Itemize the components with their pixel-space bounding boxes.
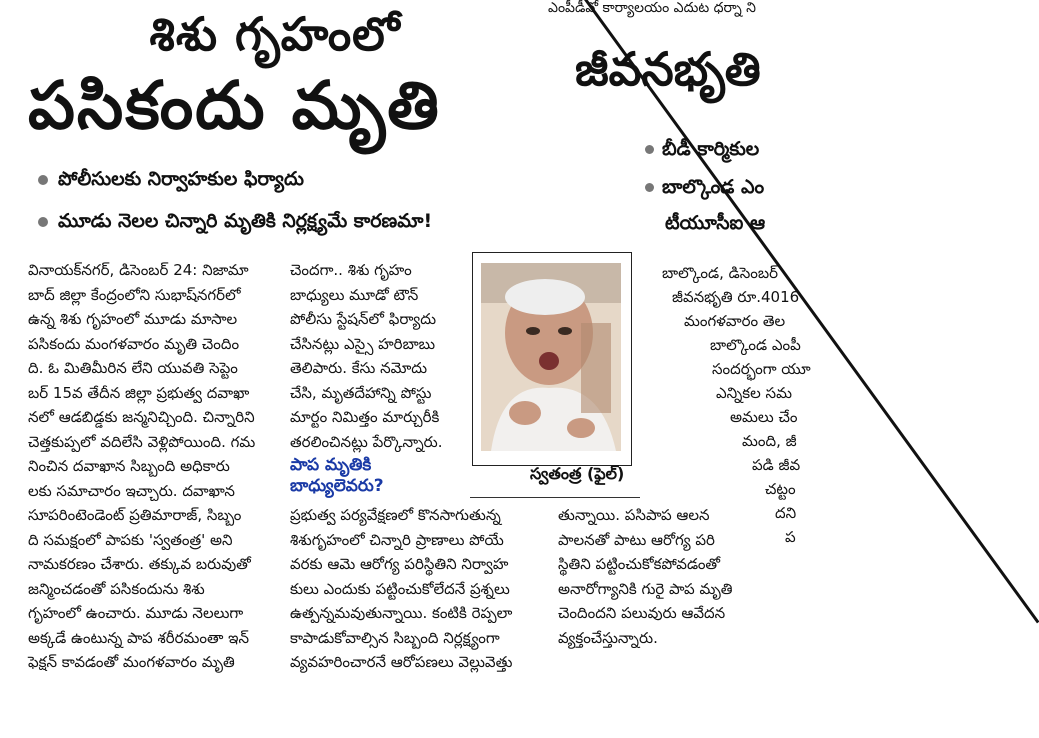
article-column-4 (558, 503, 768, 650)
body-line: చెందిందని పలువురు ఆవేదన (558, 604, 726, 622)
right-article-bullet: టీయూసీఐ ఆ (665, 212, 766, 234)
right-article-line: అమలు చేం (730, 408, 798, 426)
right-article-line: బాల్కొండ, డిసెంబర్ (662, 264, 779, 282)
body-line: వినాయక్‌నగర్, డిసెంబర్ 24: నిజామా (28, 261, 249, 279)
body-line: లకు సమాచారం ఇచ్చారు. దవాఖాన (28, 481, 235, 500)
right-article-line: పడి జీవ (752, 456, 801, 474)
body-line: కులు ఎందుకు పట్టించుకోలేదనే ప్రశ్నలు (290, 579, 510, 598)
body-line: చేసి, మృతదేహాన్ని పోస్టు (290, 383, 432, 402)
right-article-headline: జీవనభృతి (575, 42, 761, 96)
body-line: చెత్తకుప్పలో వదిలేసి వెళ్లిపోయింది. గమ (28, 432, 256, 451)
body-line: తరలించినట్లు పేర్కొన్నారు. (290, 432, 443, 451)
body-line: చెందగా.. శిశు గృహం (290, 261, 412, 279)
body-line: తెలిపారు. కేసు నమోదు (290, 359, 428, 377)
body-line: అనారోగ్యానికి గురై పాప మృతి (558, 579, 733, 598)
right-article-bullet: బీడీ కార్మికుల (645, 138, 759, 165)
body-line: వ్యవహరించారనే ఆరోపణలు వెల్లువెత్తు (290, 653, 513, 671)
right-article-line: మంగళవారం తెల (684, 312, 786, 330)
baby-photo (481, 263, 621, 451)
right-article-line: ప (785, 528, 796, 546)
body-line: కాపాడుకోవాల్సిన సిబ్బంది నిర్లక్ష్యంగా (290, 628, 500, 647)
body-line: ది. ఓ మితిమీరిన లేని యువతి సెప్టెం (28, 359, 238, 377)
body-line: ఉత్పన్నమవుతున్నాయి. కంటికి రెప్పలా (290, 604, 513, 622)
body-line: నలో ఆడబిడ్డకు జన్మనిచ్చింది. చిన్నారిని (28, 408, 255, 426)
body-line: బర్ 15వ తేదీన జిల్లా ప్రభుత్వ దవాఖా (28, 383, 250, 402)
body-line: పోలీసు స్టేషన్‌లో ఫిర్యాదు (290, 310, 437, 328)
body-line: తున్నాయి. పసిపాప ఆలన (558, 506, 710, 524)
body-line: పాలనతో పాటు ఆరోగ్య పరి (558, 530, 715, 549)
article-headline: పసికందు మృతి (28, 67, 441, 144)
body-line: బాద్ జిల్లా కేంద్రంలోని సుభాష్‌నగర్‌లో (28, 285, 241, 304)
body-line: ఫెక్షన్ కావడంతో మంగళవారం మృతి (28, 653, 235, 671)
bullet-dot-icon (38, 175, 48, 185)
body-line: మార్టం నిమిత్తం మార్చురీకి (290, 408, 440, 426)
right-article-line: సందర్భంగా యూ (712, 360, 811, 378)
bullet-dot-icon (645, 145, 654, 154)
baby-photo-frame (472, 252, 632, 466)
body-line: బాధ్యులు మూడో టౌన్ (290, 285, 419, 304)
right-article-line: దని (775, 504, 797, 522)
article-column-3 (290, 503, 542, 675)
body-line: పసికందు మంగళవారం మృతి చెందిం (28, 334, 240, 353)
body-line: ప్రభుత్వ పర్యవేక్షణలో కొనసాగుతున్న (290, 506, 501, 524)
photo-caption: స్వతంత్ర (ఫైల్) (530, 464, 625, 483)
body-line: ది సమక్షంలో పాపకు 'స్వతంత్ర' అని (28, 530, 233, 549)
body-line: జన్మించడంతో పసికందును శిశు (28, 579, 205, 598)
right-article-bullet: బాల్కొండ ఎం (645, 176, 764, 203)
body-line: వ్యక్తంచేస్తున్నారు. (558, 628, 658, 647)
right-article-line: ఎన్నికల సమ (716, 384, 792, 402)
body-line: నామకరణం చేశారు. తక్కువ బరువుతో (28, 555, 251, 573)
bullet-dot-icon (38, 217, 48, 227)
article-column-1 (28, 258, 278, 675)
body-line: స్థితిని పట్టించుకోకపోవడంతో (558, 555, 721, 573)
body-line: నించిన దవాఖాన సిబ్బంది అధికారు (28, 457, 230, 475)
baby-image-icon (481, 263, 621, 451)
right-article-line: బాల్కొండ ఎంపీ (710, 336, 801, 354)
body-line: చేసినట్లు ఎస్సై హరిబాబు (290, 334, 436, 353)
right-article-line: మంది, జీ (742, 432, 797, 450)
caption-rule (470, 497, 640, 498)
body-line: సూపరింటెండెంట్ ప్రతిమారాజ్, సిబ్బం (28, 506, 242, 524)
article-kicker: శిశు గృహంలో (149, 7, 401, 61)
right-article-line: జీవనభృతి రూ.4016 (672, 288, 800, 306)
article-subhead: పాప మృతికి బాధ్యులెవరు? (290, 455, 384, 496)
body-line: అక్కడే ఉంటున్న పాప శరీరమంతా ఇన్ (28, 628, 250, 647)
body-line: వరకు ఆమె ఆరోగ్య పరిస్థితిని నిర్వాహ (290, 555, 509, 573)
body-line: గృహంలో ఉంచారు. మూడు నెలలుగా (28, 604, 244, 622)
body-line: శిశుగృహంలో చిన్నారి ప్రాణాలు పోయే (290, 530, 504, 549)
body-line: ఉన్న శిశు గృహంలో మూడు మాసాల (28, 310, 238, 328)
article-bullet: మూడు నెలల చిన్నారి మృతికి నిర్లక్ష్యమే కారణమా! (38, 208, 432, 234)
right-article-top-line: ఎంపీడీవో కార్యాలయం ఎదుట ధర్నా ని (548, 0, 757, 16)
article-bullet: పోలీసులకు నిర్వాహకుల ఫిర్యాదు (38, 166, 304, 192)
right-article-line: చట్టం (765, 480, 796, 498)
article-column-2 (290, 258, 458, 454)
bullet-dot-icon (645, 183, 654, 192)
